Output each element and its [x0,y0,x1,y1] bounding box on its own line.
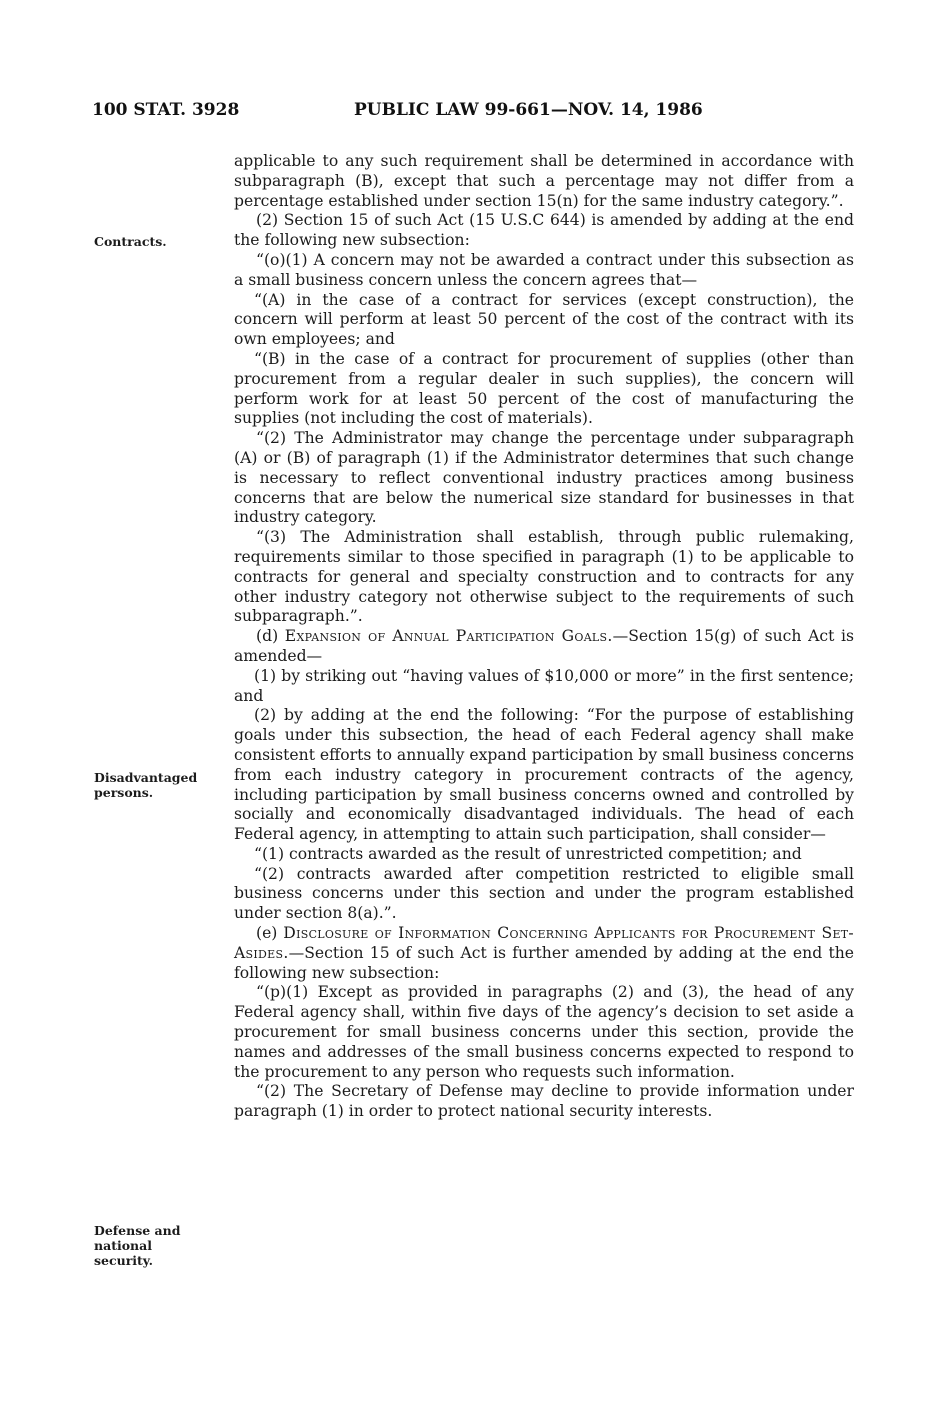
paragraph: “(o)(1) A concern may not be awarded a contract under this subsection as a small business concern unless the concern agrees that— [234,250,854,289]
paragraph: “(2) contracts awarded after competition restricted to eligible small business concerns under this section and under the program established under section 8(a).”. [234,864,854,923]
margin-note-text: Contracts. [94,234,167,249]
paragraph: applicable to any such requirement shall be determined in accordance with subparagraph (B), except that such a percentage may not differ from a percentage established under section 15(n) for the same industry category.”. [234,152,854,210]
subsection-text: —Section 15 of such Act is further amended by adding at the end the following new subsection: [234,943,854,982]
subsection-heading: Expansion of Annual Participation Goals. [284,627,613,646]
margin-note-defense [94,1223,180,1268]
statute-body [234,152,854,1122]
paragraph: (2) by adding at the end the following: “For the purpose of establishing goals under this subsection, the head of each Federal agency shall make consistent efforts to annually expand participation by small business concerns from each industry category in procurement contracts of the agency, including participation by small business concerns owned and controlled by socially and economically disadvantaged individuals. The head of each Federal agency, in attempting to attain such participation, shall consider— [234,706,854,844]
margin-note-line: security. [94,1253,153,1268]
margin-note-line: national [94,1238,152,1253]
paragraph: “(2) The Administrator may change the percentage under subparagraph (A) or (B) of paragraph (1) if the Administrator determines that such change is necessary to reflect conventional industry practices among business concerns that are below the numerical size standard for businesses in that industry category. [234,429,854,527]
subsection-d [234,627,854,667]
subsection-heading: Disclosure of Information Concerning Applicants for Procurement Set-Asides. [234,924,854,962]
subsection-label: (e) [256,924,278,943]
subsection-e [234,924,854,983]
subparagraph-a: “(A) in the case of a contract for services (except construction), the concern will perform at least 50 percent of the cost of the contract with its own employees; and [234,290,854,349]
paragraph: “(1) contracts awarded as the result of unrestricted competition; and [254,844,802,863]
paragraph: “(2) The Secretary of Defense may decline to provide information under paragraph (1) in order to protect national security interests. [234,1082,854,1121]
public-law-title: PUBLIC LAW 99-661—NOV. 14, 1986 [354,100,703,120]
subparagraph-b: “(B) in the case of a contract for procurement of supplies (other than procurement from a regular dealer in such supplies), the concern will perform work for at least 50 percent of the cost of manufacturing the supplies (not including the cost of materials). [234,349,854,428]
paragraph: (1) by striking out “having values of $10,000 or more” in the first sentence; and [234,666,854,705]
paragraph: “(3) The Administration shall establish, through public rulemaking, requirements similar to those specified in paragraph (1) to be applicable to contracts for general and specialty construction and to contracts for any other industry category not otherwise subject to the requirements of such subparagraph.”. [234,528,854,626]
margin-note-line: Disadvantaged [94,770,198,785]
subsection-label: (d) [256,627,279,646]
margin-note-line: persons. [94,785,154,800]
paragraph: “(p)(1) Except as provided in paragraphs (2) and (3), the head of any Federal agency shall, within five days of the agency’s decision to set aside a procurement for small business concerns under this section, provide the names and addresses of the small business concerns expected to respond to the procurement to any person who requests such information. [234,983,854,1081]
subsection-text: —Section 15(g) of such Act is amended— [234,627,854,665]
margin-note-disadvantaged [94,770,197,800]
margin-note-line: Defense and [94,1223,181,1238]
margin-note-contracts [94,234,167,249]
paragraph: (2) Section 15 of such Act (15 U.S.C 644) is amended by adding at the end the following new subsection: [234,211,854,250]
statute-page-number: 100 STAT. 3928 [92,100,240,120]
